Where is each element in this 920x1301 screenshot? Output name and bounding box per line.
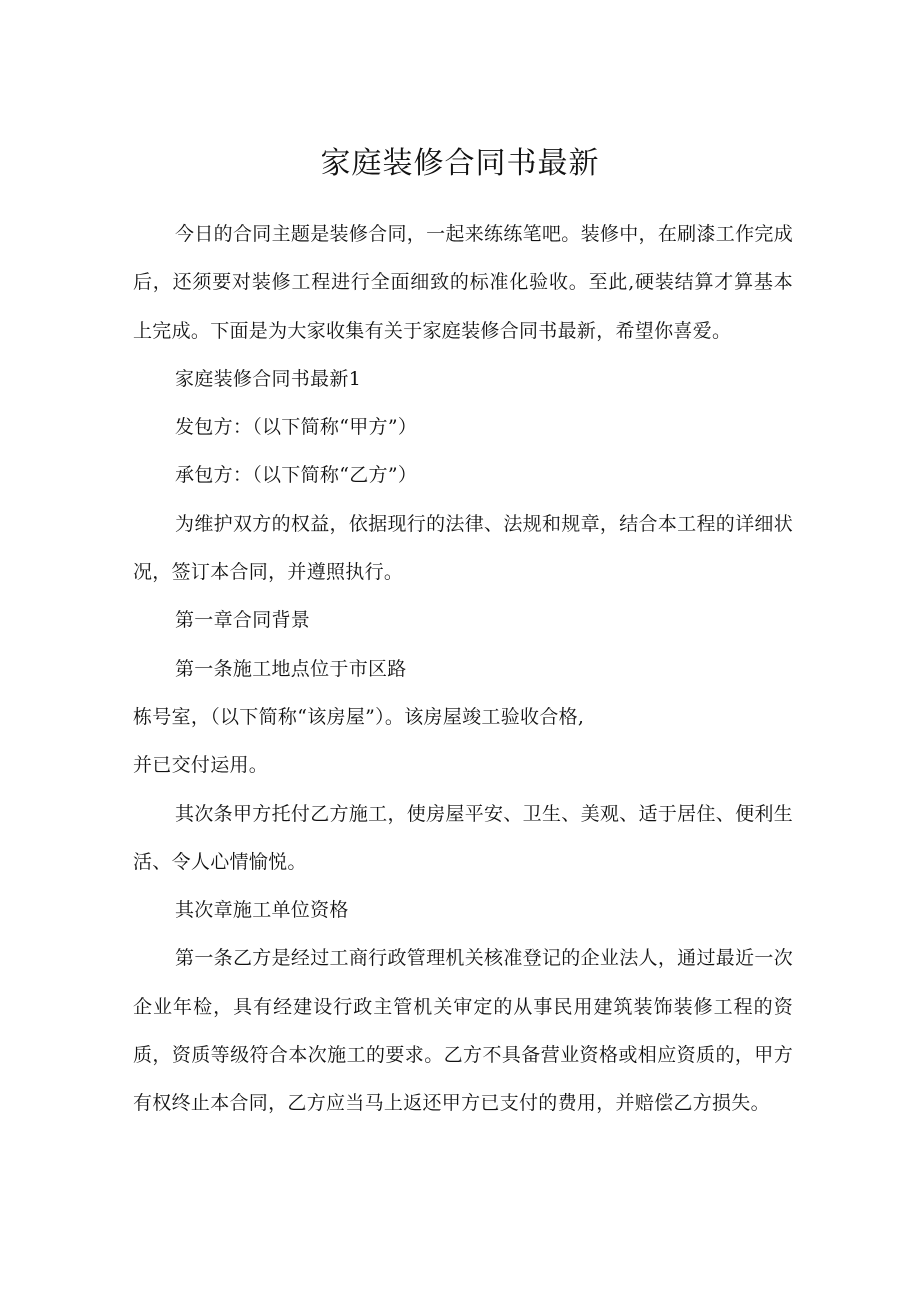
article-1-room-line: 栋号室，（以下简称“该房屋”）。该房屋竣工验收合格, (133, 705, 585, 728)
chapter-2-article-1: 第一条乙方是经过工商行政管理机关核准登记的企业法人，通过最近一次企业年检，具有经建设行政主管机关审定的从事民用建筑装饰装修工程的资质，资质等级符合本次施工的要求。乙方不具备营业资格或相应资质的，甲方有权终止本合同，乙方应当马上返还甲方已支付的费用，并赔偿乙方损失。 (133, 947, 793, 1115)
document-body (133, 210, 793, 1128)
contract-heading: 家庭装修合同书最新1 (175, 367, 362, 390)
party-b-line: 承包方：（以下简称“乙方”） (175, 464, 418, 487)
preamble-paragraph: 为维护双方的权益，依据现行的法律、法规和规章，结合本工程的详细状况，签订本合同，并遵照执行。 (133, 512, 793, 584)
chapter-2-heading: 其次章施工单位资格 (175, 899, 349, 922)
intro-paragraph: 今日的合同主题是装修合同，一起来练练笔吧。装修中，在刷漆工作完成后，还须要对装修工程进行全面细致的标准化验收。至此,硬装结算才算基本上完成。下面是为大家收集有关于家庭装修合同书最新，希望你喜爱。 (133, 223, 793, 342)
party-a-line: 发包方：（以下简称“甲方”） (175, 416, 418, 439)
article-2-paragraph: 其次条甲方托付乙方施工，使房屋平安、卫生、美观、适于居住、便利生活、令人心情愉悦。 (133, 802, 793, 873)
article-1-location: 第一条施工地点位于市区路 (175, 657, 407, 680)
article-1-delivery-line: 并已交付运用。 (133, 754, 269, 777)
document-title: 家庭装修合同书最新 (320, 146, 600, 181)
chapter-1-heading: 第一章合同背景 (175, 609, 311, 632)
